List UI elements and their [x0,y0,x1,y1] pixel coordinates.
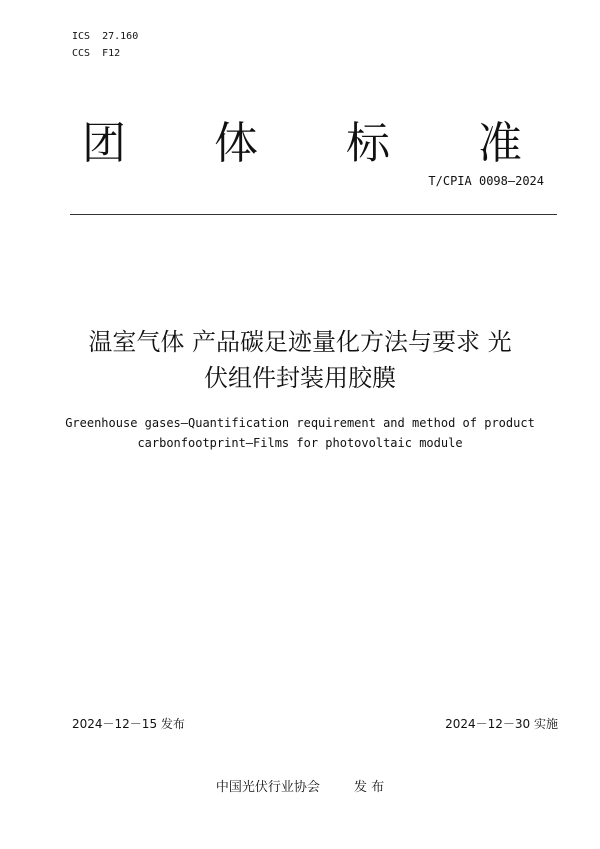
title-char-1: 团 [82,118,126,169]
english-title [40,413,560,453]
chinese-title-line-1: 温室气体 产品碳足迹量化方法与要求 光 [88,328,512,356]
issuer-line [0,776,600,795]
issuer-action: 发 布 [353,780,385,795]
issuer-name: 中国光伏行业协会 [215,780,320,795]
title-char-2: 体 [214,118,258,169]
chinese-title-line-2: 伏组件封装用胶膜 [204,364,396,392]
release-date: 2024－12－15 发布 [72,717,185,731]
english-title-line-2: carbonfootprint—Films for photovoltaic module [137,436,463,450]
header-divider [70,214,557,215]
title-char-4: 准 [478,118,522,169]
english-title-line-1: Greenhouse gases—Quantification requirement and method of product [65,416,535,430]
chinese-title [40,324,560,396]
implementation-date: 2024－12－30 实施 [445,717,558,731]
ics-code: ICS 27.160 [72,31,139,42]
standard-number: T/CPIA 0098—2024 [428,174,544,188]
ccs-code: CCS F12 [72,48,121,59]
document-type-title [82,114,522,174]
classification-codes [72,28,138,62]
title-char-3: 标 [346,118,390,169]
